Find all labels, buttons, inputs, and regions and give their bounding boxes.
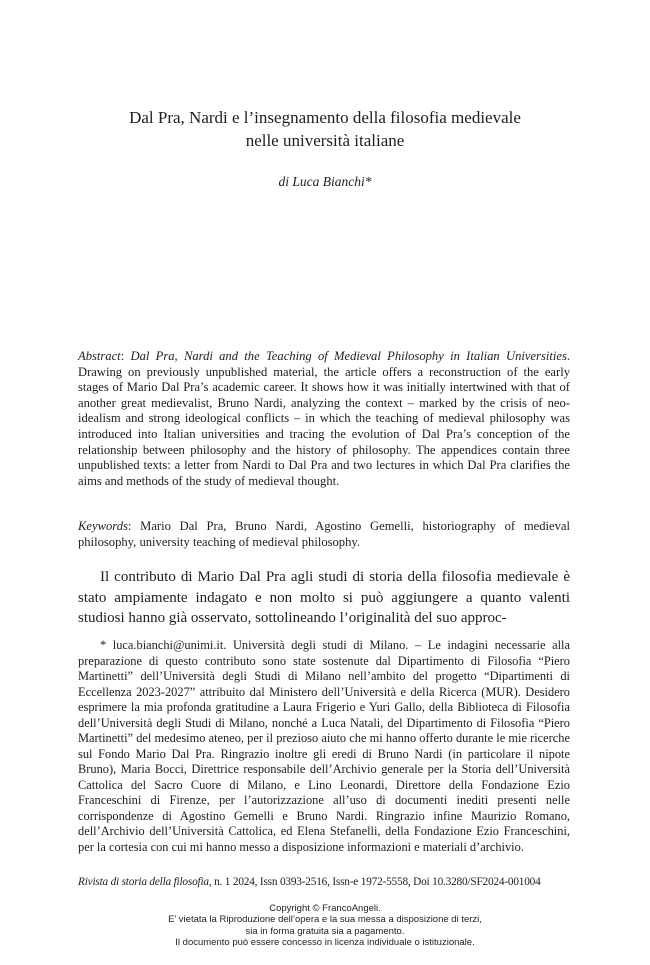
title-line-2: nelle università italiane — [245, 131, 405, 150]
copyright-line-1: Copyright © FrancoAngeli. — [269, 903, 381, 914]
keywords-text: : Mario Dal Pra, Bruno Nardi, Agostino Gemelli, historiography of medieval philosophy, university teaching of medieval philosophy. — [78, 519, 570, 549]
copyright-line-3: sia in forma gratuita sia a pagamento. — [245, 925, 405, 937]
abstract-label: Abstract — [78, 349, 121, 363]
body-paragraph: Il contributo di Mario Dal Pra agli studi di storia della filosofia medievale è stato ampiamente indagato e non molto si può aggiungere a quanto valenti studiosi hanno già osservato, sottolineando l’originalità del suo approc- — [78, 569, 570, 626]
keywords — [78, 519, 570, 550]
abstract-text: . Drawing on previously unpublished material, the article offers a reconstruction of the early stages of Mario Dal Pra’s academic career. It shows how it was initially intertwined with that of another great medievalist, Bruno Nardi, analyzing the context – marked by the crisis of neo-idealism and strong ideological conflicts – in which the teaching of medieval philosophy was introduced into Italian universities and tracing the evolution of Dal Pra’s conception of the relationship between philosophy and the history of philosophy. The appendices contain three unpublished texts: a letter from Nardi to Dal Pra and two lectures in which Dal Pra clarifies the aims and methods of the study of medieval thought. — [78, 349, 570, 488]
keywords-label: Keywords — [78, 519, 128, 533]
author-byline: di Luca Bianchi* — [278, 174, 372, 189]
journal-citation — [78, 876, 541, 888]
journal-name: Rivista di storia della filosofia — [78, 876, 209, 888]
copyright-line-2: E’ vietata la Riproduzione dell’opera e la sua messa a disposizione di terzi, — [168, 914, 482, 926]
copyright-line-4: Il documento può essere concesso in licenza individuale o istituzionale. — [175, 937, 475, 949]
article-title — [0, 106, 650, 152]
copyright-notice — [0, 903, 650, 949]
abstract-english-title: Dal Pra, Nardi and the Teaching of Medieval Philosophy in Italian Universities — [130, 349, 567, 363]
abstract: Abstract: Dal Pra, Nardi and the Teaching of Medieval Philosophy in Italian Universities. Drawing on previously unpublished material, the article offers a reconstruction of the early stages of Mario Dal Pra’s academic career. It shows how it was initially intertwined with that of another great medievalist, Bruno Nardi, analyzing the context – marked by the crisis of neo-idealism and strong ideological conflicts – in which the teaching of medieval philosophy was introduced into Italian universities and tracing the evolution of Dal Pra’s conception of the relationship between philosophy and the history of philosophy. The appendices contain three unpublished texts: a letter from Nardi to Dal Pra and two lectures in which Dal Pra clarifies the aims and methods of the study of medieval thought. — [78, 349, 570, 488]
citation-details: , n. 1 2024, Issn 0393-2516, Issn-e 1972-5558, Doi 10.3280/SF2024-001004 — [208, 876, 541, 888]
footnote: * luca.bianchi@unimi.it. Università degli studi di Milano. – Le indagini necessarie alla preparazione di questo contributo sono state sostenute dal Dipartimento di Filosofia “Piero Martinetti” dell’Università degli Studi di Milano nell’ambito del progetto “Dipartimenti di Eccellenza 2023-2027” attribuito dal Ministero dell’Università e della Ricerca (MUR). Desidero esprimere la mia profonda gratitudine a Laura Frigerio e Yuri Gallo, della Biblioteca di Filosofia dell’Università degli Studi di Milano, nonché a Luca Natali, del Dipartimento di Filosofia “Piero Martinetti” del medesimo ateneo, per il prezioso aiuto che mi hanno offerto durante le mie ricerche sul Fondo Mario Dal Pra. Ringrazio inoltre gli eredi di Bruno Nardi (in particolare il nipote Bruno), Maria Bocci, Direttrice responsabile dell’Archivio generale per la Storia dell’Università Cattolica del Sacro Cuore di Milano, e Lino Leonardi, Direttore della Fondazione Ezio Franceschini di Firenze, per l’autorizzazione all’uso di documenti inediti presenti nelle corrispondenze di Agostino Gemelli e Bruno Nardi. Ringrazio infine Maurizio Romano, dell’Archivio dell’Università Cattolica, ed Elena Stefanelli, della Fondazione Ezio Franceschini, per la cortesia con cui mi hanno messo a disposizione informazioni e materiali d’archivio. — [78, 638, 570, 854]
title-line-1: Dal Pra, Nardi e l’insegnamento della filosofia medievale — [129, 108, 521, 127]
